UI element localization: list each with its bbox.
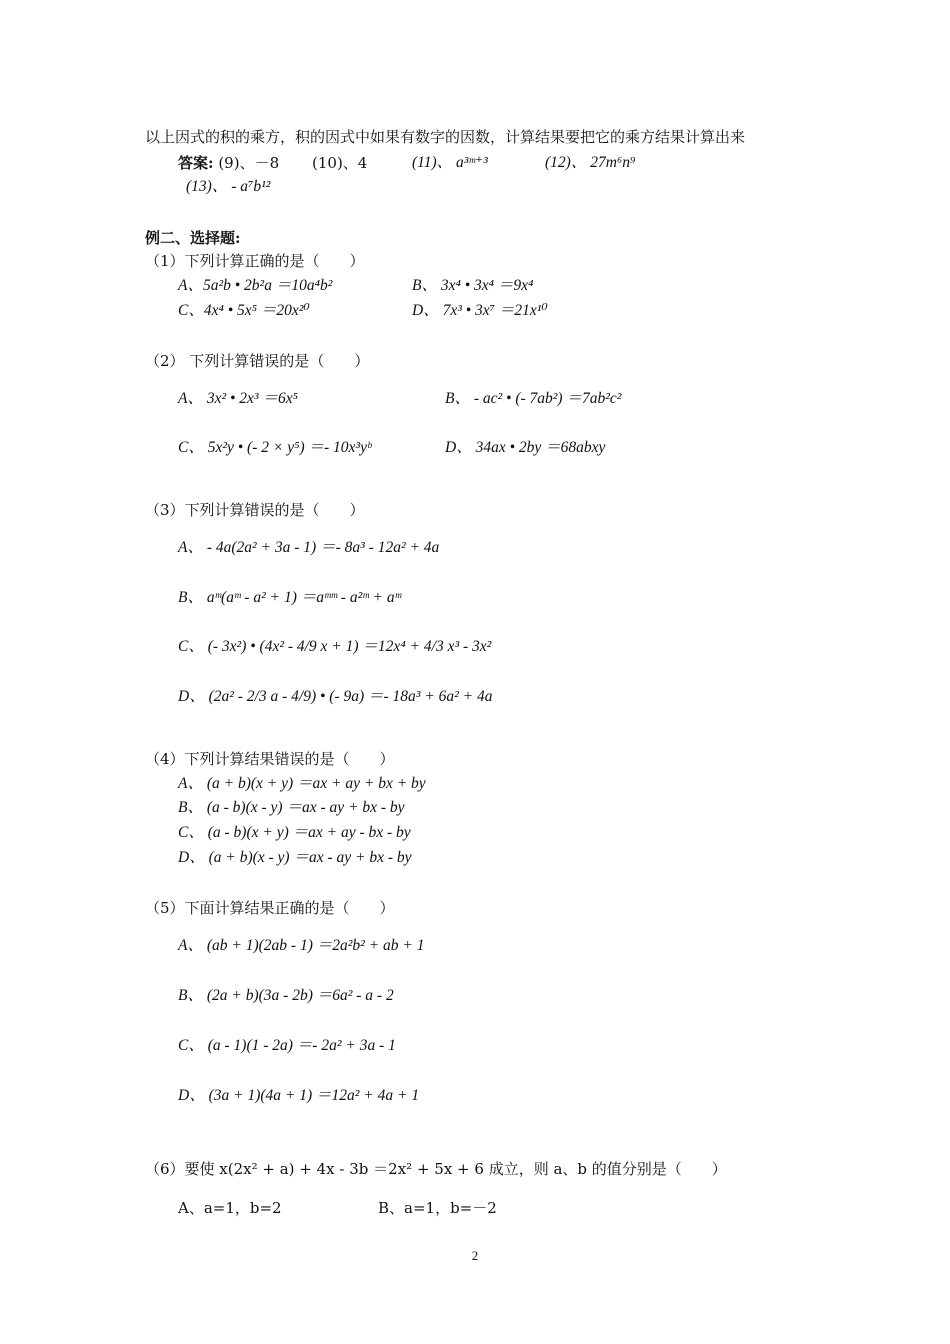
answer-10: (10)、4 <box>312 154 368 172</box>
q3-option-a: A、 - 4a(2a² + 3a - 1) ＝- 8a³ - 12a² + 4a <box>178 539 440 556</box>
q3-stem: （3）下列计算错误的是（ ） <box>145 501 365 519</box>
q6-option-a: A、a=1，b=2 <box>178 1199 282 1217</box>
q4-option-c: C、 (a - b)(x + y) ＝ax + ay - bx - by <box>178 824 411 841</box>
answers-row-1 <box>178 153 279 173</box>
intro-line: 以上因式的积的乘方，积的因式中如果有数字的因数，计算结果要把它的乘方结果计算出来 <box>145 128 746 146</box>
q2-option-b: B、 - ac² • (- 7ab²) ＝7ab²c² <box>445 390 622 407</box>
q1-option-c: C、4x⁴ • 5x⁵ ＝20x²⁰ <box>178 302 310 319</box>
q5-option-b: B、 (2a + b)(3a - 2b) ＝6a² - a - 2 <box>178 987 394 1004</box>
q3-option-d: D、 (2a² - 2/3 a - 4/9) • (- 9a) ＝- 18a³ + 6a² + 4a <box>178 688 493 705</box>
q3-option-b: B、 aᵐ(aᵐ - a² + 1) ＝aᵐᵐ - a²ᵐ + aᵐ <box>178 589 402 606</box>
q1-option-d: D、 7x³ • 3x⁷ ＝21x¹⁰ <box>412 302 548 319</box>
answer-12: (12)、 27m⁶n⁹ <box>545 154 636 171</box>
q2-option-a: A、 3x² • 2x³ ＝6x⁵ <box>178 390 298 407</box>
q5-option-c: C、 (a - 1)(1 - 2a) ＝- 2a² + 3a - 1 <box>178 1037 396 1054</box>
q1-stem: （1）下列计算正确的是（ ） <box>145 252 365 270</box>
q6-stem: （6）要使 x(2x² + a) + 4x - 3b ＝2x² + 5x + 6 成立，则 a、b 的值分别是（ ） <box>145 1160 727 1178</box>
answer-11: (11)、 a³ᵐ⁺³ <box>412 154 488 171</box>
q1-option-b: B、 3x⁴ • 3x⁴ ＝9x⁴ <box>412 277 534 294</box>
q2-option-d: D、 34ax • 2by ＝68abxy <box>445 439 606 456</box>
q4-option-d: D、 (a + b)(x - y) ＝ax - ay + bx - by <box>178 849 412 866</box>
q5-option-a: A、 (ab + 1)(2ab - 1) ＝2a²b² + ab + 1 <box>178 937 425 954</box>
q2-stem: （2） 下列计算错误的是（ ） <box>145 352 370 370</box>
q4-option-b: B、 (a - b)(x - y) ＝ax - ay + bx - by <box>178 799 405 816</box>
q5-stem: （5）下面计算结果正确的是（ ） <box>145 899 395 917</box>
q6-option-b: B、a=1，b=－2 <box>378 1199 497 1217</box>
q4-stem: （4）下列计算结果错误的是（ ） <box>145 750 395 768</box>
answer-9: (9)、－8 <box>218 154 280 172</box>
q4-option-a: A、 (a + b)(x + y) ＝ax + ay + bx + by <box>178 775 426 792</box>
q5-option-d: D、 (3a + 1)(4a + 1) ＝12a² + 4a + 1 <box>178 1087 420 1104</box>
answer-13: (13)、 - a⁷b¹² <box>186 178 271 195</box>
section-title: 例二、选择题: <box>145 229 241 247</box>
page-number: 2 <box>471 1248 479 1263</box>
q1-option-a: A、5a²b • 2b²a ＝10a⁴b² <box>178 277 333 294</box>
q2-option-c: C、 5x²y • (- 2 × y⁵) ＝- 10x³yᵇ <box>178 439 372 456</box>
q3-option-c: C、 (- 3x²) • (4x² - 4/9 x + 1) ＝12x⁴ + 4/3 x³ - 3x² <box>178 638 492 655</box>
answers-label: 答案: <box>178 154 214 172</box>
